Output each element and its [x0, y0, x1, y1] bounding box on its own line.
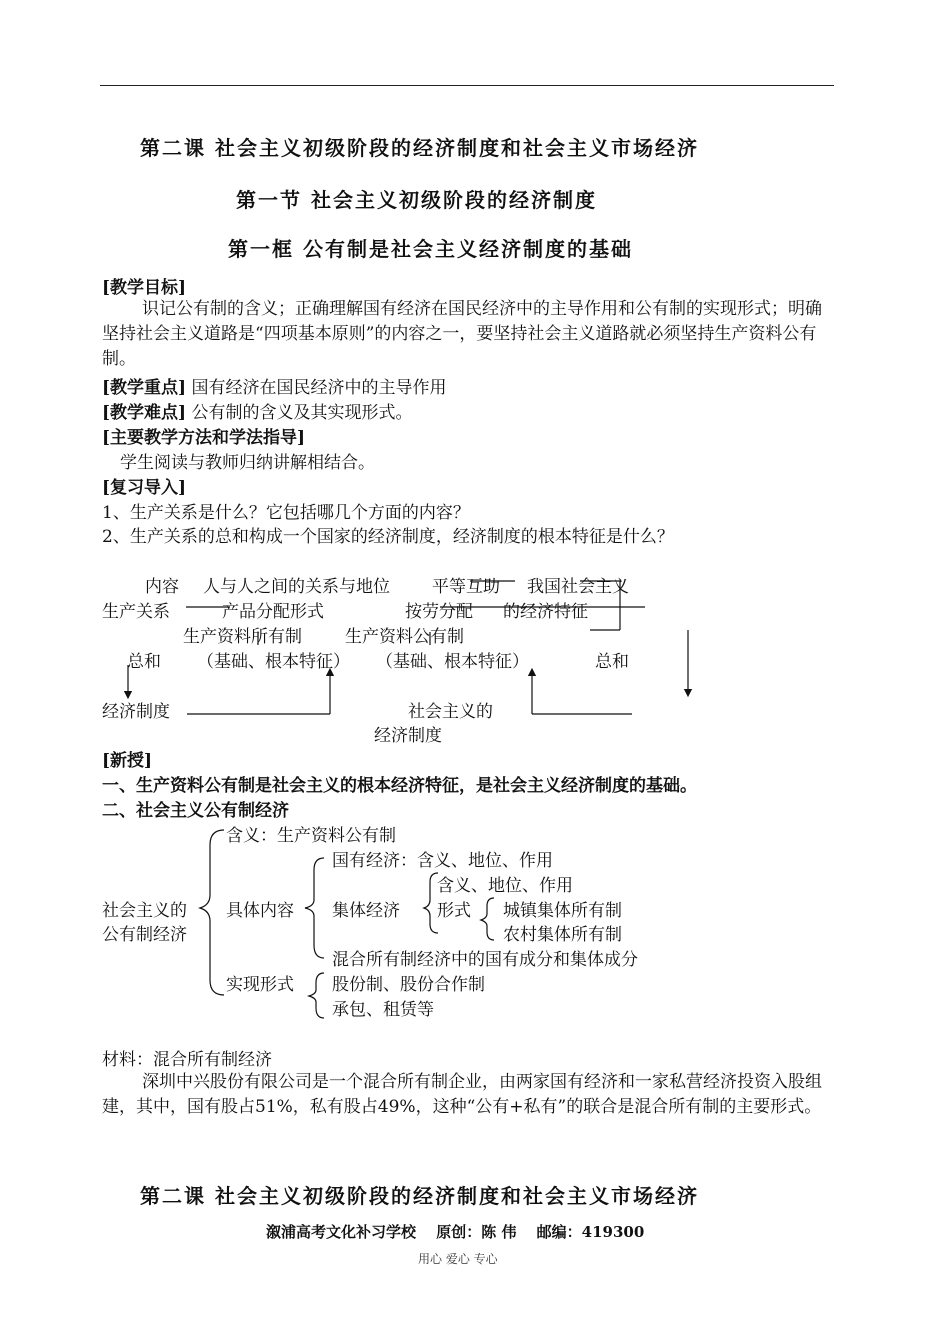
footer-motto: 用心 爱心 专心: [418, 1252, 498, 1266]
d1-jichu1: （基础、根本特征）: [197, 652, 350, 672]
methods-text: 学生阅读与教师归纳讲解相结合。: [120, 453, 375, 473]
lesson-title: 第二课 社会主义初级阶段的经济制度和社会主义市场经济: [140, 136, 699, 160]
tree-mixed: 混合所有制经济中的国有成分和集体成分: [332, 950, 638, 970]
tree-stock: 股份制、股份合作制: [332, 975, 485, 995]
tree-meaning: 含义：生产资料公有制: [226, 826, 396, 846]
objectives-label: [教学目标]: [102, 278, 187, 298]
tree-forms: 实现形式: [226, 975, 294, 995]
key-point-label: [教学重点]: [102, 378, 187, 398]
footer-title: 第二课 社会主义初级阶段的经济制度和社会主义市场经济: [140, 1184, 699, 1208]
tree-urban: 城镇集体所有制: [503, 901, 622, 921]
material-text: 深圳中兴股份有限公司是一个混合所有制企业，由两家国有经济和一家私营经济投资入股组建，其中，国有股占51%，私有股占49%，这种“公有+私有”的联合是混合所有制的主要形式。: [102, 1072, 822, 1117]
d1-pingdeng: 平等互助: [432, 577, 500, 597]
tree-content: 具体内容: [226, 901, 294, 921]
d1-jjzd2: 经济制度: [374, 726, 442, 746]
review-q1: 1、生产关系是什么？它包括哪几个方面的内容？: [102, 503, 470, 523]
d1-chanpin: 产品分配形式: [222, 602, 324, 622]
d1-anlao: 按劳分配: [405, 602, 473, 622]
methods-label: [主要教学方法和学法指导]: [102, 428, 306, 448]
d1-jingjizhidu: 经济制度: [102, 702, 170, 722]
key-point-text: 国有经济在国民经济中的主导作用: [191, 378, 447, 398]
d1-jichu2: （基础、根本特征）: [376, 652, 529, 672]
difficulty-text: 公有制的含义及其实现形式。: [191, 403, 413, 423]
tree-root-line1: 社会主义的: [102, 901, 187, 921]
frame-title: 第一框 公有制是社会主义经济制度的基础: [228, 237, 633, 261]
difficulty-label: [教学难点]: [102, 403, 187, 423]
d1-shzy-de: 社会主义的: [408, 702, 493, 722]
new-lesson-point1: 一、生产资料公有制是社会主义的根本经济特征，是社会主义经济制度的基础。: [102, 776, 697, 796]
review-label: [复习导入]: [102, 478, 187, 498]
d1-zonghe-right: 总和: [595, 652, 629, 672]
tree-coll-form: 形式: [437, 901, 471, 921]
objectives-text: 识记公有制的含义；正确理解国有经济在国民经济中的主导作用和公有制的实现形式；明确坚持社会主义道路是“四项基本原则”的内容之一，要坚持社会主义道路就必须坚持生产资料公有制。: [102, 299, 822, 369]
d1-zonghe-left: 总和: [127, 652, 161, 672]
new-lesson-label: [新授]: [102, 751, 153, 771]
footer-school: 溆浦高考文化补习学校 原创：陈 伟 邮编：419300: [266, 1223, 645, 1241]
material-label: 材料：混合所有制经济: [102, 1050, 272, 1070]
d1-renyuren: 人与人之间的关系与地位: [203, 577, 390, 597]
tree-root-line2: 公有制经济: [102, 925, 187, 945]
review-q2: 2、生产关系的总和构成一个国家的经济制度，经济制度的根本特征是什么？: [102, 527, 674, 547]
tree-state: 国有经济：含义、地位、作用: [332, 851, 553, 871]
d1-zlgyz: 生产资料公有制: [345, 627, 464, 647]
tree-lease: 承包、租赁等: [332, 1000, 434, 1020]
new-lesson-point2: 二、社会主义公有制经济: [102, 801, 289, 821]
tree-coll-meaning: 含义、地位、作用: [437, 876, 573, 896]
d1-neirong: 内容: [145, 577, 179, 597]
section-title: 第一节 社会主义初级阶段的经济制度: [236, 188, 597, 212]
d1-jingjitezheng: 的经济特征: [503, 602, 588, 622]
d1-shengchanguanxi: 生产关系: [102, 602, 170, 622]
tree-rural: 农村集体所有制: [503, 925, 622, 945]
d1-zlsyz: 生产资料所有制: [183, 627, 302, 647]
d1-woguo: 我国社会主义: [527, 577, 629, 597]
tree-collective: 集体经济: [332, 901, 400, 921]
